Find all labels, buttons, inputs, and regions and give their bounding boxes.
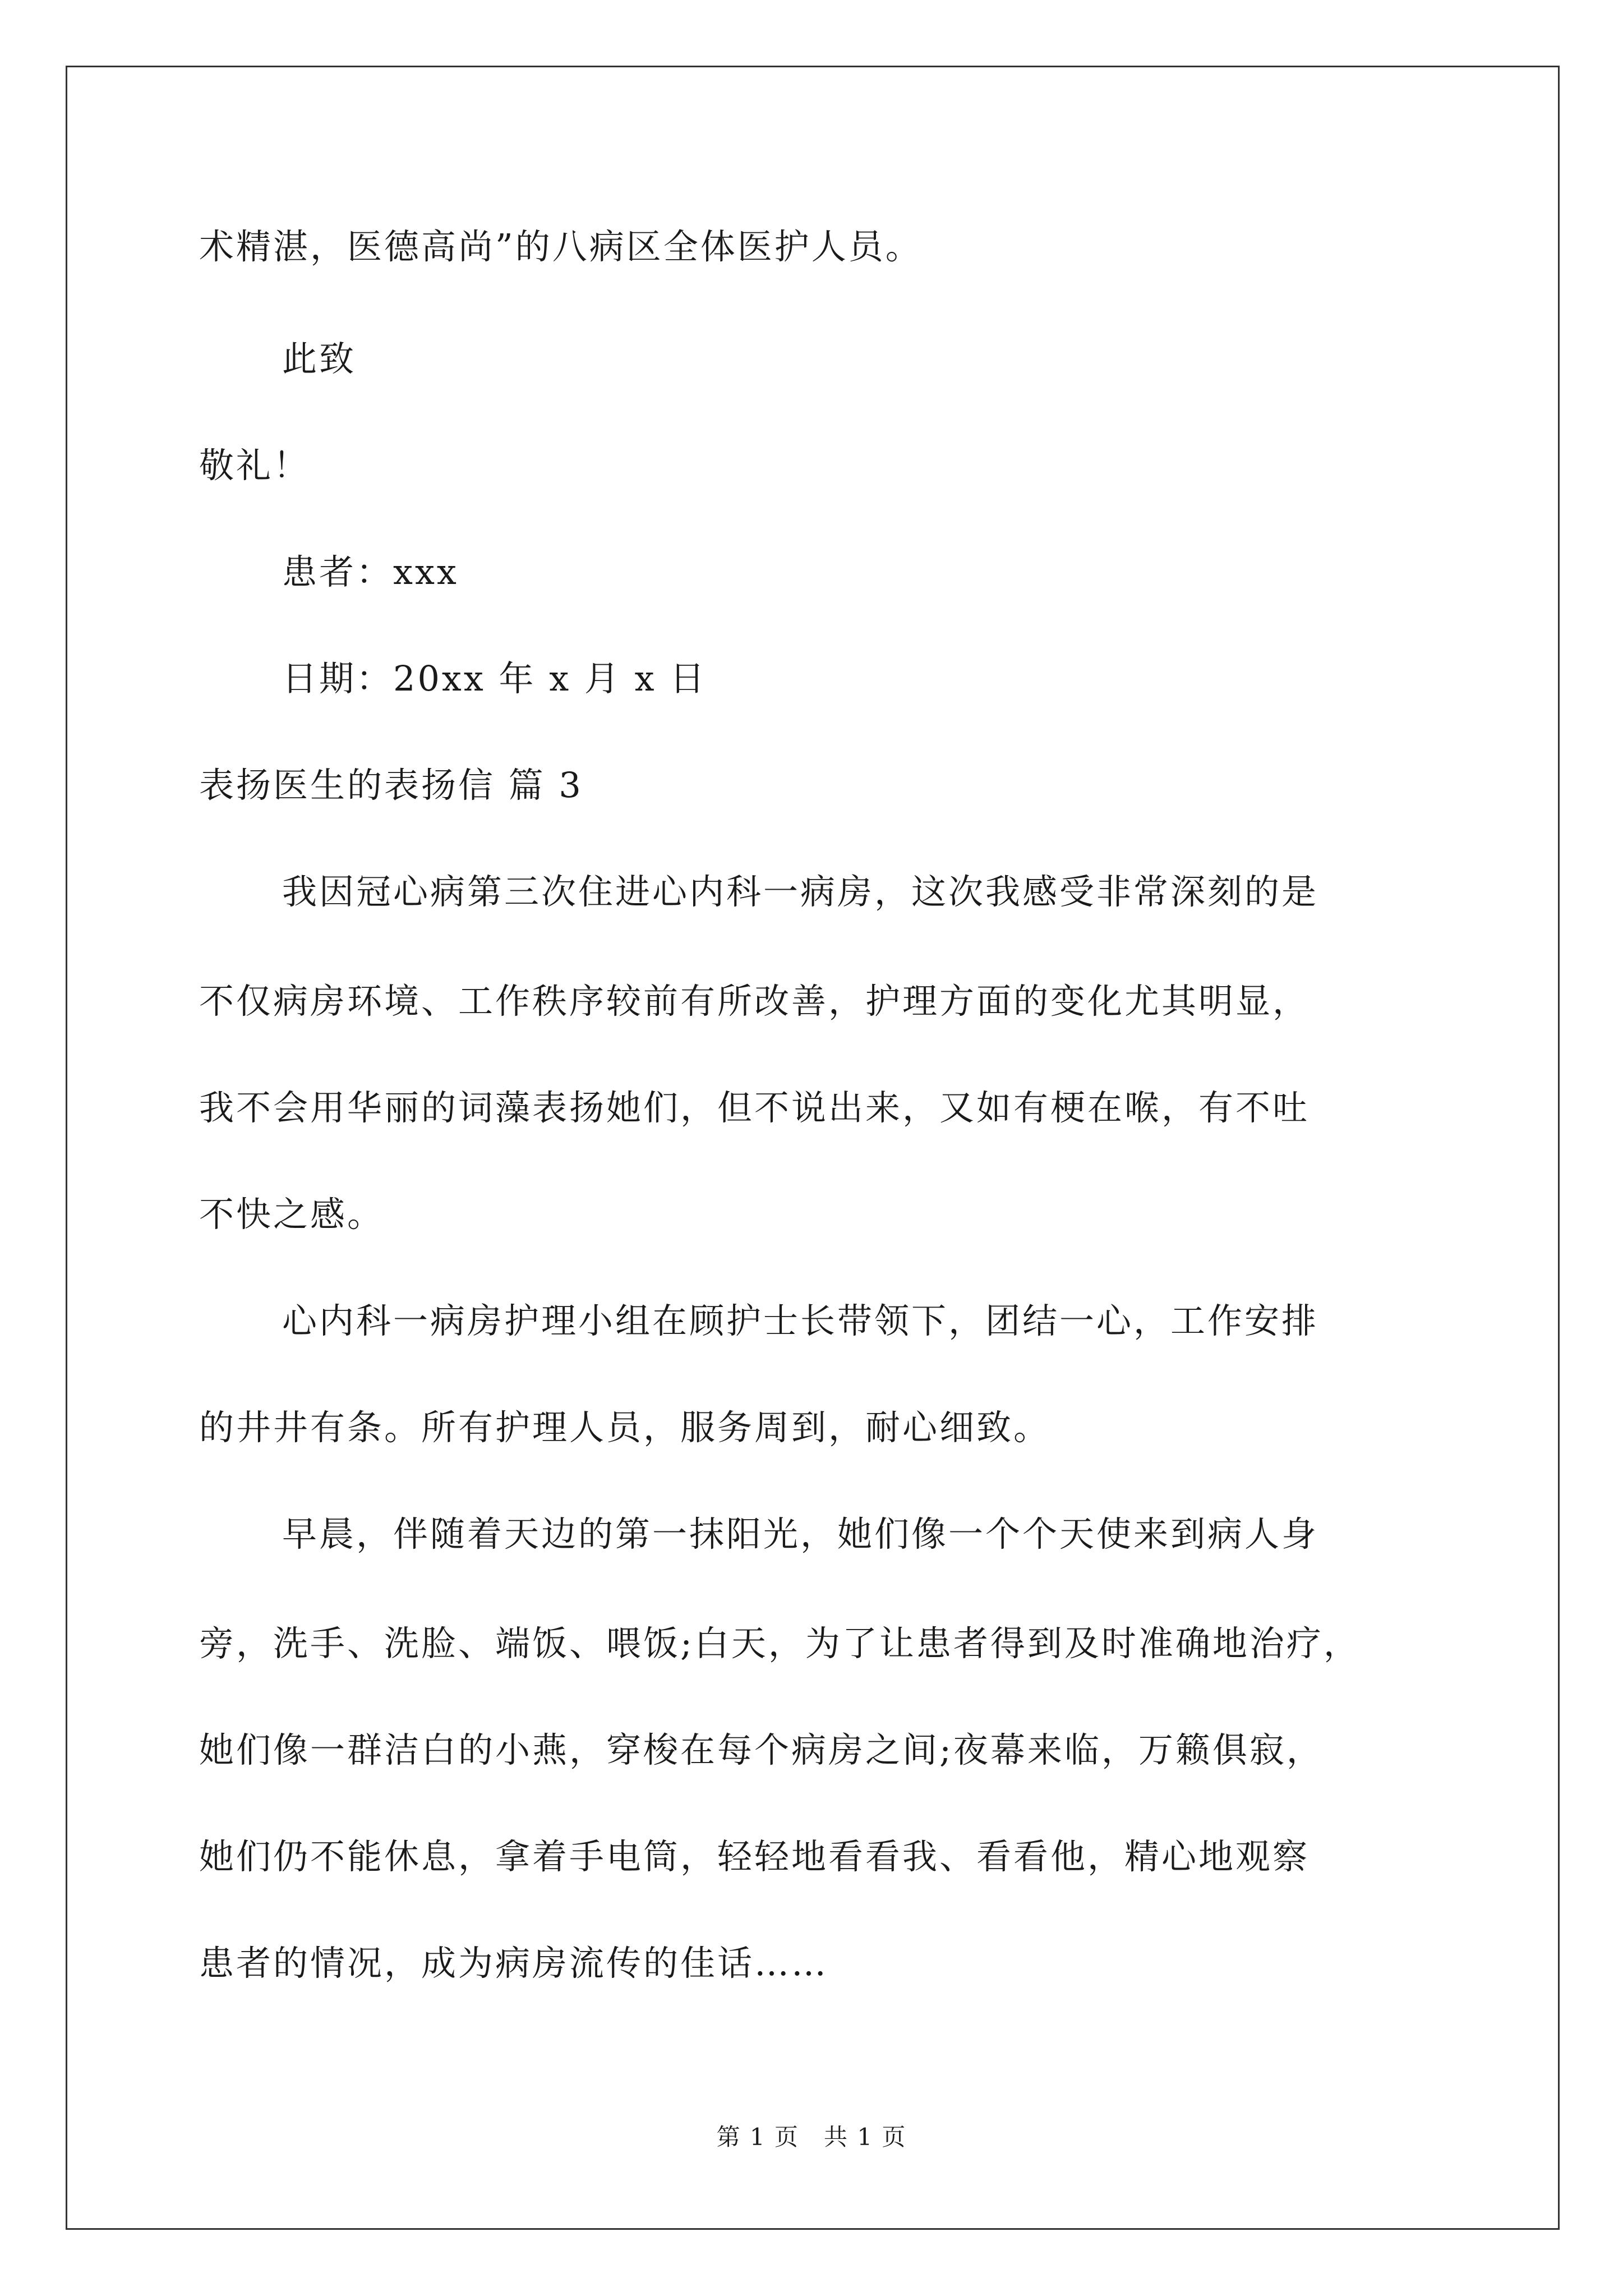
signature-patient: 患者：xxx bbox=[282, 551, 459, 592]
page-border bbox=[66, 66, 1560, 2230]
closing-regards: 敬礼！ bbox=[199, 445, 311, 486]
paragraph-line: 患者的情况，成为病房流传的佳话…… bbox=[199, 1943, 829, 1984]
text-line: 术精湛，医德高尚”的八病区全体医护人员。 bbox=[199, 226, 923, 267]
signature-date: 日期：20xx 年 x 月 x 日 bbox=[282, 658, 707, 699]
paragraph-line: 不快之感。 bbox=[199, 1194, 385, 1235]
paragraph-line: 我因冠心病第三次住进心内科一病房，这次我感受非常深刻的是 bbox=[282, 871, 1319, 912]
page-footer: 第 1 页 共 1 页 bbox=[716, 2123, 907, 2151]
paragraph-line: 不仅病房环境、工作秩序较前有所改善，护理方面的变化尤其明显， bbox=[199, 981, 1310, 1022]
paragraph-line: 她们像一群洁白的小燕，穿梭在每个病房之间;夜幕来临，万籁俱寂， bbox=[199, 1729, 1324, 1770]
paragraph-line: 早晨，伴随着天边的第一抹阳光，她们像一个个天使来到病人身 bbox=[282, 1513, 1319, 1554]
paragraph-line: 旁，洗手、洗脸、端饭、喂饭;白天，为了让患者得到及时准确地治疗， bbox=[199, 1623, 1361, 1664]
paragraph-line: 心内科一病房护理小组在顾护士长带领下，团结一心，工作安排 bbox=[282, 1300, 1319, 1341]
closing-salutation: 此致 bbox=[282, 338, 357, 379]
section-title: 表扬医生的表扬信 篇 3 bbox=[199, 765, 583, 806]
paragraph-line: 我不会用华丽的词藻表扬她们，但不说出来，又如有梗在喉，有不吐 bbox=[199, 1087, 1310, 1128]
paragraph-line: 她们仍不能休息，拿着手电筒，轻轻地看看我、看看他，精心地观察 bbox=[199, 1836, 1310, 1877]
paragraph-line: 的井井有条。所有护理人员，服务周到，耐心细致。 bbox=[199, 1407, 1051, 1448]
